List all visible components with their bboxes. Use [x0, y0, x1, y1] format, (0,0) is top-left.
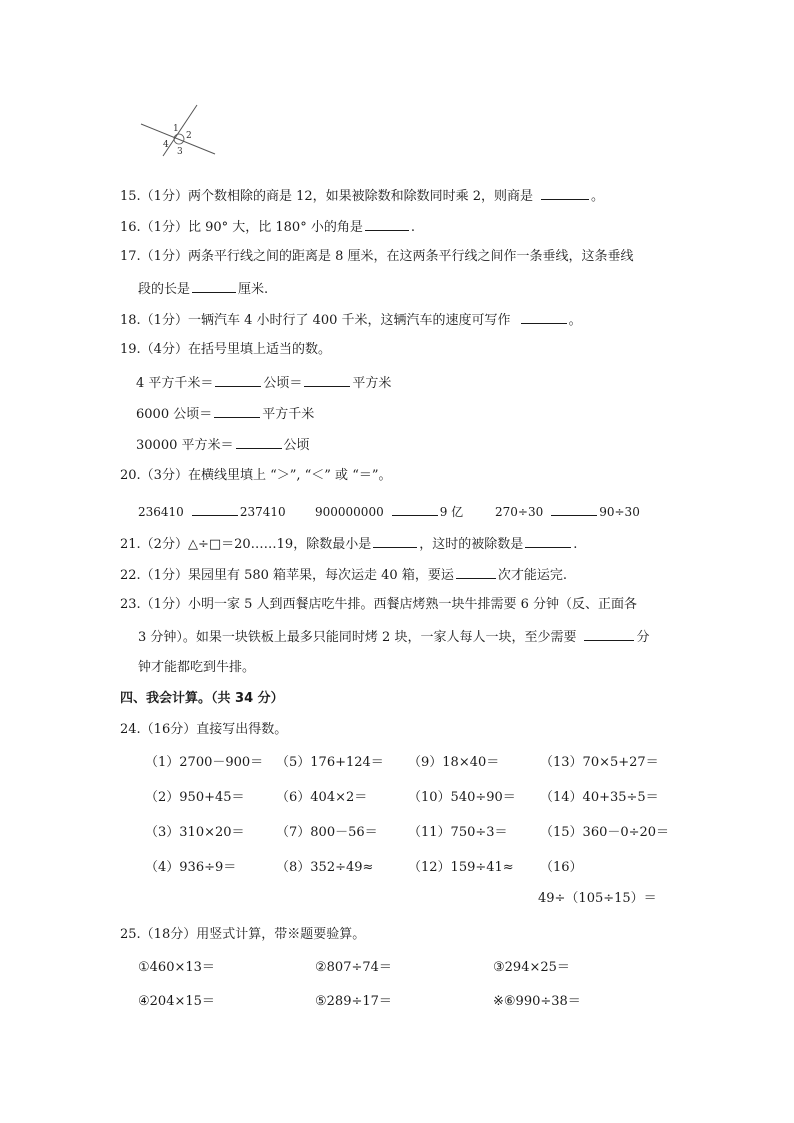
question-17-line2	[138, 280, 268, 298]
q24-item: （4）936÷9＝	[145, 860, 237, 875]
angle-label-3: 3	[177, 147, 183, 157]
q20-item-b	[315, 503, 463, 520]
q19-r1-blank-2[interactable]	[304, 374, 350, 387]
question-19-title: 19.（4分）在括号里填上适当的数。	[120, 342, 331, 357]
angle-label-1: 1	[173, 124, 179, 134]
q24-item: （9）18×40＝	[408, 755, 500, 770]
q25-item: ①460×13＝	[138, 960, 215, 975]
q20-b-right: 9 亿	[439, 505, 464, 519]
q24-item: （6）404×2＝	[276, 790, 368, 805]
q15-end: 。	[591, 189, 605, 204]
question-22	[120, 566, 567, 584]
q18-answer-blank[interactable]	[521, 311, 567, 324]
q18-text: 18.（1分）一辆汽车 4 小时行了 400 千米，这辆汽车的速度可写作	[120, 313, 511, 328]
question-16	[120, 218, 415, 236]
q24-item-16-expression: 49÷（105÷15）＝	[538, 891, 657, 906]
q22-blank[interactable]	[456, 566, 496, 579]
q24-item: （16）	[540, 860, 583, 875]
q20-a-left: 236410	[138, 505, 184, 519]
q19-row-3	[136, 436, 310, 454]
question-20-title: 20.（3分）在横线里填上 “＞”, “＜” 或 “＝”。	[120, 468, 392, 483]
question-25-title: 25.（18分）用竖式计算，带※题要验算。	[120, 927, 366, 942]
q19-r3-b: 公顷	[283, 438, 310, 453]
question-24-title: 24.（16分）直接写出得数。	[120, 722, 288, 737]
question-23-line2	[138, 628, 649, 646]
q16-answer-blank[interactable]	[365, 218, 409, 231]
question-21	[120, 535, 577, 553]
q21-blank-2[interactable]	[525, 535, 571, 548]
q25-item: ③294×25＝	[493, 960, 570, 975]
q20-c-blank[interactable]	[551, 503, 597, 516]
q21-text-b: ，这时的被除数是	[419, 537, 524, 552]
q24-item: （12）159÷41≈	[408, 860, 514, 875]
q19-r3-a: 30000 平方米＝	[136, 438, 234, 453]
q24-item: （10）540÷90＝	[408, 790, 516, 805]
q23-blank[interactable]	[584, 628, 634, 641]
q20-c-right: 90÷30	[599, 505, 640, 519]
q23-text-a: 3 分钟）。如果一块铁板上最多只能同时烤 2 块，一家人每人一块，至少需要	[138, 630, 577, 645]
q21-blank-1[interactable]	[373, 535, 417, 548]
q19-r2-a: 6000 公顷＝	[136, 407, 213, 422]
q15-text: 15.（1分）两个数相除的商是 12，如果被除数和除数同时乘 2，则商是	[120, 189, 534, 204]
q22-text-b: 次才能运完.	[497, 568, 567, 583]
q20-a-blank[interactable]	[192, 503, 238, 516]
q16-end: .	[410, 220, 415, 235]
q19-r1-blank-1[interactable]	[215, 374, 261, 387]
q20-item-c	[495, 503, 640, 520]
question-23-line1: 23.（1分）小明一家 5 人到西餐店吃牛排。西餐店烤熟一块牛排需要 6 分钟（反、正面各	[120, 597, 638, 612]
question-18	[120, 311, 582, 329]
q24-item: （15）360－0÷20＝	[540, 825, 670, 840]
angle-label-4: 4	[163, 140, 169, 150]
q24-item: （5）176+124＝	[276, 755, 384, 770]
q24-item: （1）2700－900＝	[145, 755, 264, 770]
q22-text-a: 22.（1分）果园里有 580 箱苹果，每次运走 40 箱，要运	[120, 568, 454, 583]
intersecting-lines-figure	[135, 100, 225, 160]
question-23-line3: 钟才能都吃到牛排。	[138, 660, 256, 675]
q19-r1-c: 平方米	[352, 376, 392, 391]
q24-item: （3）310×20＝	[145, 825, 245, 840]
q19-r1-b: 公顷＝	[263, 376, 303, 391]
q24-item: （2）950+45＝	[145, 790, 245, 805]
q17-text-b: 厘米.	[238, 282, 269, 297]
q16-text: 16.（1分）比 90° 大，比 180° 小的角是	[120, 220, 363, 235]
q15-answer-blank[interactable]	[541, 187, 589, 200]
q20-c-left: 270÷30	[495, 505, 544, 519]
q24-item: （14）40+35÷5＝	[540, 790, 659, 805]
q25-item: ※⑥990÷38＝	[493, 994, 581, 1009]
q24-item: （13）70×5+27＝	[540, 755, 659, 770]
q19-row-2	[136, 405, 314, 423]
q21-end: .	[573, 537, 578, 552]
q19-r1-a: 4 平方千米＝	[136, 376, 214, 391]
q24-item: （7）800－56＝	[276, 825, 378, 840]
q24-item: （8）352÷49≈	[276, 860, 374, 875]
q17-text-a: 段的长是	[138, 282, 191, 297]
q24-item: （11）750÷3＝	[408, 825, 508, 840]
q19-r2-b: 平方千米	[262, 407, 315, 422]
angle-label-2: 2	[186, 131, 192, 141]
q21-text-a: 21.（2分）△÷□＝20……19，除数最小是	[120, 537, 372, 552]
q20-b-left: 900000000	[315, 505, 384, 519]
section-4-heading: 四、我会计算。（共 34 分）	[120, 691, 284, 706]
q25-item: ②807÷74＝	[315, 960, 392, 975]
q20-a-right: 237410	[239, 505, 286, 519]
q25-item: ⑤289÷17＝	[315, 994, 392, 1009]
question-17-line1: 17.（1分）两条平行线之间的距离是 8 厘米，在这两条平行线之间作一条垂线，这条垂线	[120, 249, 634, 264]
q19-row-1	[136, 374, 391, 392]
q19-r2-blank[interactable]	[214, 405, 260, 418]
q25-item: ④204×15＝	[138, 994, 215, 1009]
q19-r3-blank[interactable]	[236, 436, 282, 449]
q23-text-b: 分	[636, 630, 650, 645]
q20-b-blank[interactable]	[392, 503, 438, 516]
q20-item-a	[138, 503, 286, 520]
question-15	[120, 187, 604, 205]
q18-end: 。	[568, 313, 582, 328]
q17-answer-blank[interactable]	[192, 280, 236, 293]
